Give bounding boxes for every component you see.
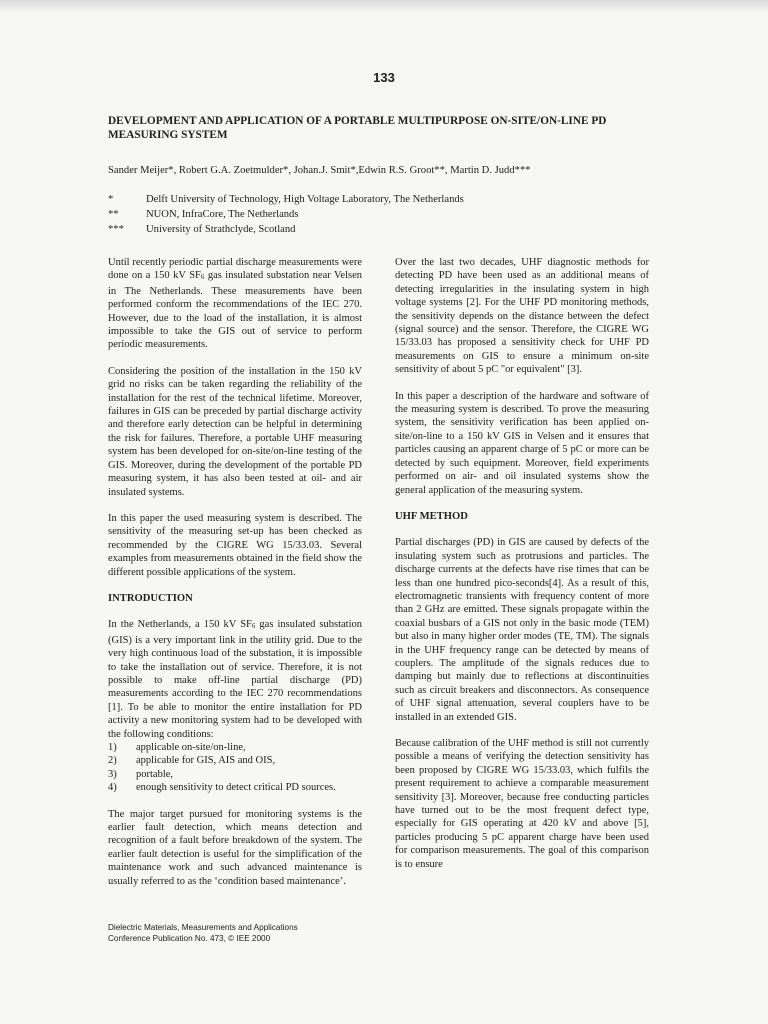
introduction-paragraph-1: In the Netherlands, a 150 kV $SF_6$ gas insulated substation (GIS) is a very important link in the utility grid. Due to the very high continuous load of the substation, it is impossible to take the installation out of service. Therefore, it is not possible to make off-line partial discharge (PD) measurements according to the IEC 270 recommendations [1]. To be able to monitor the entire installation for PD activity a new monitoring system had to be developed with the following conditions:: [108, 619, 362, 740]
paper-title: DEVELOPMENT AND APPLICATION OF A PORTABLE MULTIPURPOSE ON-SITE/ON-LINE PD MEASURING SYSTEM: [108, 115, 607, 141]
footer-line-1: Dielectric Materials, Measurements and Applications: [108, 923, 298, 932]
uhf-paragraph-1: Partial discharges (PD) in GIS are caused by defects of the insulating system such as protrusions and particles. The discharge currents at the defects have rise times that can be less than one hundred pico-seconds[4]. As a result of this, electromagnetic transients with frequency content of more than 2 GHz are emitted. These signals propagate within the coaxial busbars of a GIS not only in the basic mode (TEM) but also in many higher order modes (TE, TM). The signals in the UHF frequency range can be detected by means of couplers. The amplitude of the signals reduces due to damping but mainly due to reflections at discontinuities such as circuit breakers and disconnectors. As consequence of UHF signal attenuation, several couplers have to be installed in an extended GIS.: [395, 537, 649, 723]
affiliation-mark: **: [108, 209, 119, 220]
uhf-method-heading: UHF METHOD: [395, 510, 468, 522]
author-list: Sander Meijer*, Robert G.A. Zoetmulder*, Johan.J. Smit*,Edwin R.S. Groot**, Martin D. Judd***: [108, 165, 531, 176]
affiliation-text: University of Strathclyde, Scotland: [146, 224, 296, 235]
right-paragraph-2: In this paper a description of the hardware and software of the measuring system is described. To prove the measuring system, the sensitivity verification has been applied on-site/on-line to a 150 kV GIS in Velsen and it ensures that particles causing an apparent charge of 5 pC or more can be detected by such equipment. Moreover, field experiments performed on air- and oil insulated systems show the general application of the measuring system.: [395, 390, 649, 496]
affiliation-text: Delft University of Technology, High Voltage Laboratory, The Netherlands: [146, 194, 464, 205]
affiliation-item: [108, 192, 464, 207]
affiliation-mark: *: [108, 194, 114, 205]
list-item: 4) enough sensitivity to detect critical PD sources.: [108, 782, 336, 794]
list-item: 1) applicable on-site/on-line,: [108, 742, 246, 753]
affiliation-item: [108, 207, 464, 222]
uhf-paragraph-2: Because calibration of the UHF method is still not currently possible a means of verifying the detection sensitivity has been proposed by CIGRE WG 15/33.03, which fulfils the present requirement to achieve a comparable measurement sensitivity [3]. Moreover, because free conducting particles have turned out to be the most frequent defect type, especially for GIS operating at 420 kV and above [5], particles producing 5 pC apparent charge have been used for comparison measurements. The goal of this comparison is to ensure: [395, 738, 649, 870]
affiliation-item: [108, 222, 464, 237]
abstract-paragraph-1: Until recently periodic partial discharge measurements were done on a 150 kV $SF_6$ gas insulated substation near Velsen in The Netherlands. These measurements have been performed conform the recommendations of the IEC 270. However, due to the load of the installation, it is almost impossible to take the GIS out of service to perform periodic measurements.: [108, 257, 362, 351]
page-number: 133: [373, 70, 395, 85]
abstract-paragraph-2: Considering the position of the installation in the 150 kV grid no risks can be taken regarding the reliability of the installation for the rest of the technical lifetime. Moreover, failures in GIS can be preceded by partial discharge activity and therefore early detection can be helpful in determining the risk for failures. Therefore, a portable UHF measuring system has been developed for on-site/on-line testing of the GIS. Moreover, during the development of the portable PD measuring system, it has also been tested at oil- and air insulated systems.: [108, 365, 362, 498]
conditions-list: [108, 741, 362, 795]
footer-line-2: Conference Publication No. 473, © IEE 2000: [108, 934, 271, 943]
list-item: 2) applicable for GIS, AIS and OIS,: [108, 755, 276, 767]
footer-note: [108, 922, 408, 944]
introduction-paragraph-2: The major target pursued for monitoring systems is the earlier fault detection, which means detection and recognition of a fault before breakdown of the system. The earlier fault detection is useful for the simplification of the maintenance work and such advanced maintenance is usually referred to as the ‘condition based maintenance’.: [108, 808, 362, 887]
affiliation-mark: ***: [108, 224, 124, 235]
right-column: [395, 256, 649, 884]
list-item: 3) portable,: [108, 768, 174, 780]
introduction-heading: INTRODUCTION: [108, 592, 193, 604]
left-column: [108, 256, 362, 901]
affiliations: [108, 192, 464, 237]
right-paragraph-1: Over the last two decades, UHF diagnostic methods for detecting PD have been used as an additional means of detecting irregularities in the insulating system in high voltage systems [2]. For the UHF PD monitoring methods, the sensitivity depends on the distance between the defect (signal source) and the sensor. Therefore, the CIGRE WG 15/33.03 has proposed a sensitivity check for UHF PD measurements on GIS to ensure a minimum on-site sensitivity of about 5 pC "or equivalent" [3].: [395, 257, 649, 376]
page-top-edge: [0, 0, 768, 14]
abstract-paragraph-3: In this paper the used measuring system is described. The sensitivity of the measuring set-up has been checked as recommended by the CIGRE WG 15/33.03. Several examples from measurements obtained in the field show the different possible applications of the system.: [108, 512, 362, 578]
affiliation-text: NUON, InfraCore, The Netherlands: [146, 209, 299, 220]
